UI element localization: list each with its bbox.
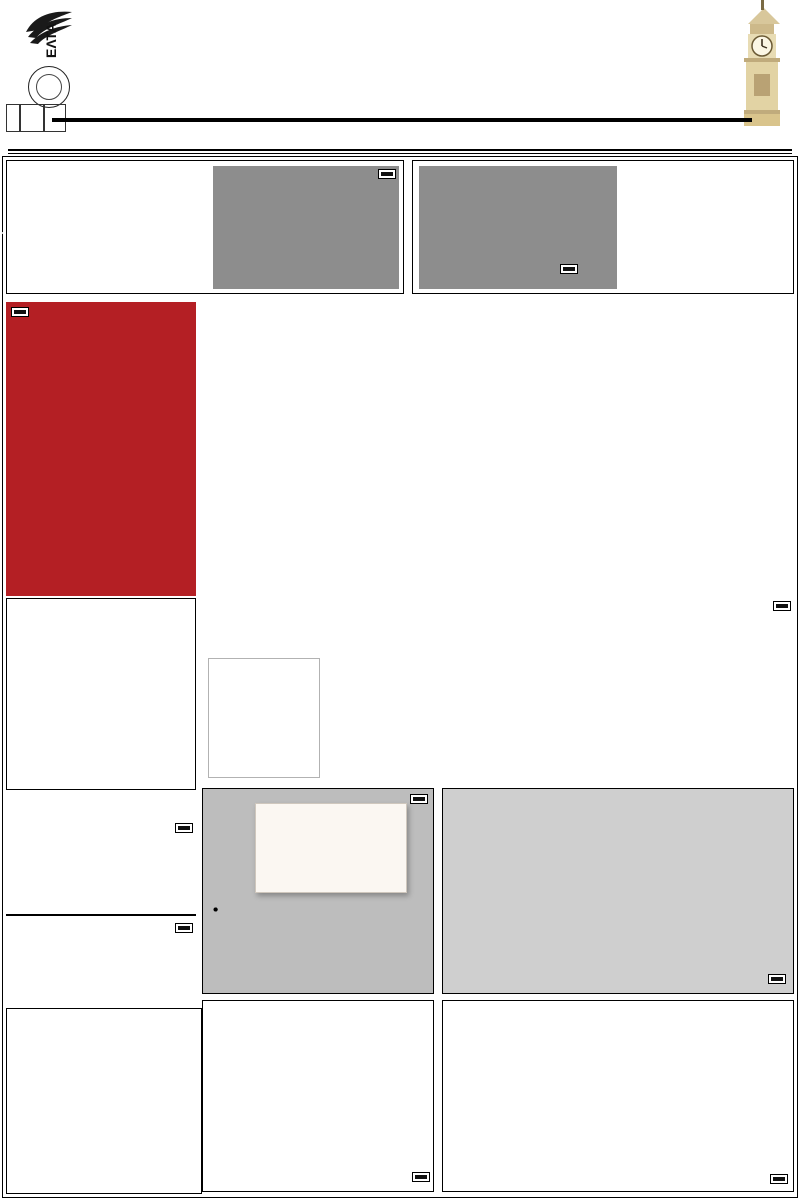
teaser-row bbox=[6, 160, 794, 294]
main-headline bbox=[202, 302, 794, 350]
page-badge-driving[interactable] bbox=[771, 1175, 787, 1183]
masthead-title bbox=[100, 0, 700, 124]
divider-left-column bbox=[6, 914, 196, 916]
taekwondo-cup-poster[interactable] bbox=[202, 1000, 434, 1192]
clock-tower-icon bbox=[730, 0, 798, 126]
teaser-right-photo bbox=[419, 166, 617, 289]
divider-top-2 bbox=[8, 153, 792, 154]
driving-track-photo bbox=[447, 1039, 791, 1189]
domestic-violence-poster[interactable] bbox=[6, 598, 196, 790]
masthead bbox=[0, 0, 800, 126]
elta-postal-block bbox=[4, 4, 100, 126]
page-badge-opinions[interactable] bbox=[411, 795, 427, 803]
elta-logo-icon bbox=[22, 6, 84, 64]
quote-portrait-photo bbox=[208, 658, 320, 778]
divider-top-1 bbox=[8, 149, 792, 151]
masthead-nameplate bbox=[100, 22, 700, 122]
teaser-left-photo bbox=[213, 166, 399, 289]
teaser-card-left[interactable] bbox=[6, 160, 404, 294]
domestic-violence-item[interactable] bbox=[6, 794, 196, 918]
page-badge-main-story[interactable] bbox=[774, 602, 790, 610]
main-story-quote bbox=[202, 658, 794, 778]
masthead-rule bbox=[52, 118, 752, 122]
postal-stamp-icon bbox=[28, 66, 70, 108]
postal-permit-box bbox=[6, 104, 98, 128]
driving-track-box[interactable] bbox=[442, 1000, 794, 1192]
main-story[interactable] bbox=[202, 302, 794, 782]
book-caption-text bbox=[6, 486, 196, 491]
easter-solidarity-box[interactable] bbox=[442, 788, 794, 994]
opinions-box[interactable] bbox=[202, 788, 434, 994]
page-badge-violence-item[interactable] bbox=[176, 824, 192, 832]
teaser-card-right[interactable] bbox=[412, 160, 794, 294]
page-badge-book-day[interactable] bbox=[12, 308, 28, 316]
book-day-caption bbox=[6, 486, 196, 596]
site-watermark bbox=[0, 232, 4, 234]
opinions-sign bbox=[255, 803, 407, 893]
page-badge-teaser-right[interactable] bbox=[561, 265, 577, 273]
dateline bbox=[0, 126, 800, 144]
page-badge-teaser-left[interactable] bbox=[379, 170, 395, 178]
svg-text:ΕΛΤΑ: ΕΛΤΑ bbox=[43, 22, 59, 58]
book-day-poster[interactable] bbox=[6, 302, 196, 486]
friendship-item[interactable] bbox=[6, 920, 196, 986]
taekwondo-club-card[interactable] bbox=[6, 1008, 202, 1194]
page-badge-friendship[interactable] bbox=[176, 924, 192, 932]
easter-photo bbox=[553, 831, 791, 993]
domestic-violence-text bbox=[6, 794, 196, 796]
page-badge-taekwondo[interactable] bbox=[413, 1173, 429, 1181]
page-badge-easter[interactable] bbox=[769, 975, 785, 983]
